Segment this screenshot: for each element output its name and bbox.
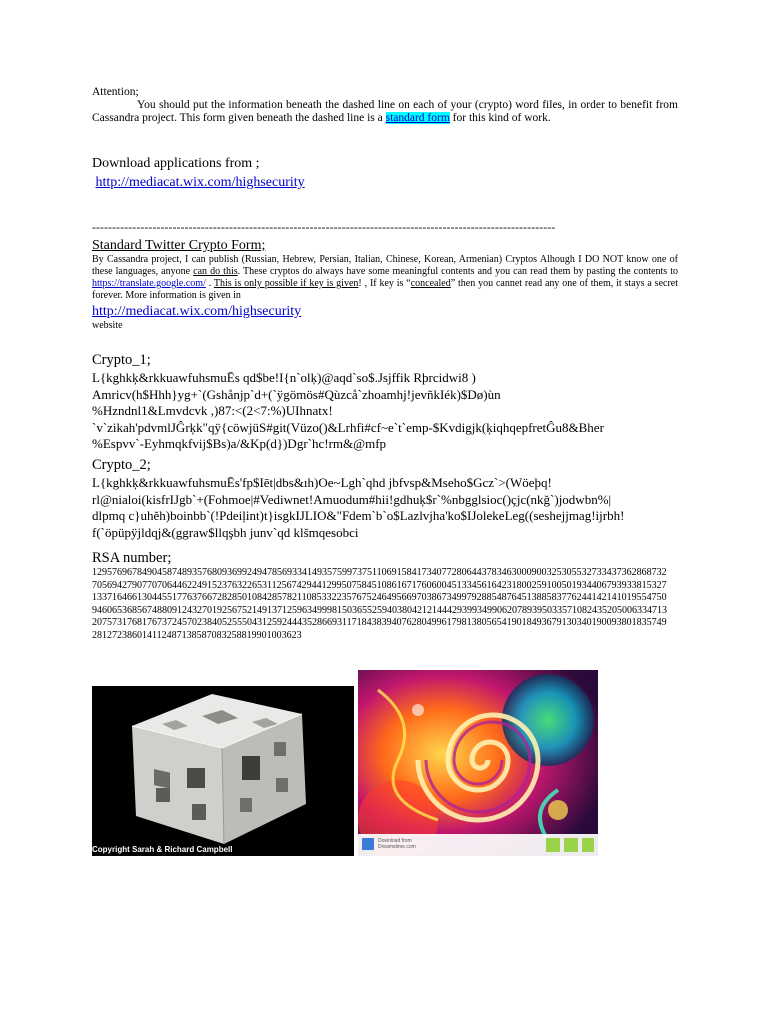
- website-label: website: [92, 320, 123, 331]
- watermark-line-2: Dreamstime.com: [378, 844, 416, 850]
- info-link[interactable]: http://mediacat.wix.com/highsecurity: [92, 304, 302, 319]
- standard-form-highlight[interactable]: standard form: [385, 112, 450, 124]
- crypto-2-line: L{kghkķ&rkkuawfuhsmuĒs'fp$Iēt|dbs&ıh)Oe~Lgh`qhd jbfvsp&Mseho$Gcz`>(Wöeþq!: [92, 475, 552, 490]
- attention-block: [92, 86, 678, 125]
- download-block: [92, 155, 678, 191]
- form-text-3: .: [205, 278, 214, 289]
- form-text-5: ” then you cannet read any one of them, it stays a secret forever. More information is given in: [92, 278, 678, 301]
- attention-text-1: You should put the information beneath the dashed line on each of your (crypto) word files, in order to benefit from Cassandra project. This form given beneath the dashed line is a: [92, 99, 678, 124]
- crypto-2-line: rl@nialoi(kisfrIJgb`+(Fohmoe|#Vediwnet!Amuodum#hii!gdhuķ$r`%nbgglsioc()çjc(nkğ`)jodwbn%|: [92, 491, 612, 507]
- crypto-2-line: f(`öpüpÿjldqj&(ggraw$llqşbh junv`qd klšmqesobci: [92, 524, 359, 540]
- standard-form-paragraph: [92, 254, 678, 302]
- dashed-divider: -------------------------------------------------------------------------------------------------------------------: [92, 222, 556, 234]
- fractal-illustration: [358, 670, 598, 856]
- attention-heading: Attention;: [92, 86, 139, 98]
- menger-cube-image: [92, 686, 354, 856]
- translate-link[interactable]: https://translate.google.com/: [92, 278, 206, 289]
- standard-form-title: Standard Twitter Crypto Form;: [92, 238, 266, 253]
- form-text-4: ! , If key is “: [358, 278, 411, 289]
- can-do-this: can do this: [193, 266, 238, 277]
- crypto-2-line: dlpmq c}uhĕh)boinbb`(!Pdeiļint)t}isgkIJLIO&"Fdem`b`o$Lazlvjha'ko$IJolekeLeg((seshejjmag!ijrbh!: [92, 508, 625, 523]
- crypto-1-line: L{kghkķ&rkkuawfuhsmuĒs qd$be!I{n`olķ)@aqd`so$.Jsjffik Rþrcidwi8 ): [92, 370, 476, 385]
- form-text-2: . These cryptos do always have some meaningful contents and you can read them by pasting the contents to: [237, 266, 678, 277]
- fractal-spiral-image: [358, 670, 598, 856]
- crypto-1-line: %Hzndnl1&Lmvdcvk ,)87:<(2<7:%)UIhnatx!: [92, 403, 333, 418]
- download-label: Download applications from ;: [92, 156, 260, 171]
- crypto-2-text: [92, 475, 682, 541]
- crypto-1-line: `v`zikah'pdvmlJĜrķk"qÿ{cöwjüS#git(Vüzo()&Lrhfi#cf~e`t`emp-$Kvdigjk(ķiqhqepfretĜu8&Bher: [92, 419, 604, 435]
- rsa-number: 12957696784904587489357680936992494785693341493575997375110691584173407728064437834630009003253055327334373628687327056942790770706446224915237632265311256742944129950758451086167176060045133456164231800259100501934406793933815327133716466130445517763766728285010842857821108533223576752464956697038673499792885487645138858377624414214101955475094606536856748809124327019256752149137125963499981503655259403804212144429399349906207893950335710824352050063347132075731768176737245702384052555043125924443528669311718438394076280499617981380565419018493679130340190093801835749281272386014112487138587083258819901003623: [92, 567, 667, 641]
- standard-form-block: [92, 237, 678, 332]
- download-link[interactable]: http://mediacat.wix.com/highsecurity: [95, 175, 305, 190]
- crypto-2-label: Crypto_2;: [92, 457, 151, 473]
- crypto-1-block: [92, 352, 682, 453]
- crypto-2-block: [92, 457, 682, 541]
- watermark-line-1: Download from: [378, 838, 412, 844]
- crypto-1-text: [92, 370, 682, 453]
- concealed-text: concealed: [410, 278, 451, 289]
- crypto-1-line: Amricv(h$Hhh}yg+`(Gshånjp`d+(`ÿgömös#Qùzcå`zhoamhj!jevñkIék)$Dø)ùn: [92, 386, 501, 402]
- copyright-caption: Copyright Sarah & Richard Campbell: [92, 845, 233, 854]
- rsa-block: [92, 550, 678, 642]
- attention-paragraph: [92, 99, 678, 125]
- attention-text-2: for this kind of work.: [449, 112, 551, 124]
- key-given-text: This is only possible if key is given: [213, 278, 359, 289]
- watermark-text: [378, 838, 416, 850]
- rsa-label: RSA number;: [92, 550, 172, 566]
- crypto-1-label: Crypto_1;: [92, 352, 151, 368]
- crypto-1-line: %Espvv`-Eyhmqkfvij$Bs)a/&Kp(d})Dgr`hc!rm&@mfp: [92, 436, 387, 451]
- form-text-1: By Cassandra project, I can publish (Russian, Hebrew, Persian, Italian, Chinese, Korean, Armenian) Cryptos Alhough I DO NOT know one of these languages, anyone: [92, 254, 678, 277]
- cube-illustration: [92, 686, 354, 856]
